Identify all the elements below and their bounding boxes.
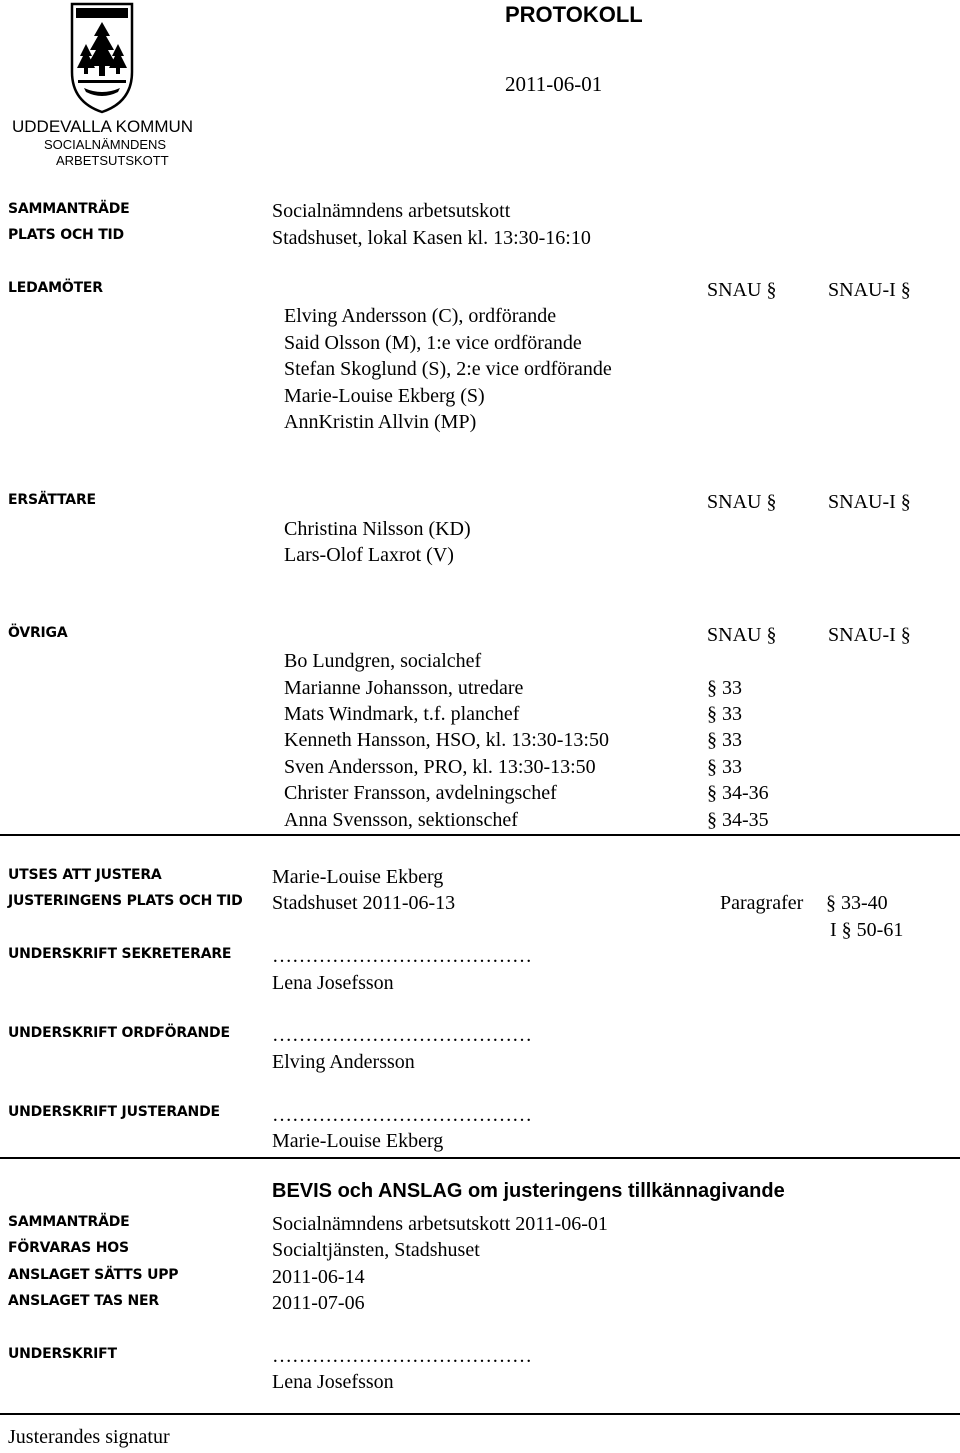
- label-anslaget-tas-ner: ANSLAGET TAS NER: [8, 1293, 159, 1309]
- value-anslaget-satts-upp: 2011-06-14: [272, 1266, 365, 1288]
- label-underskrift-ordforande: UNDERSKRIFT ORDFÖRANDE: [8, 1025, 230, 1041]
- name-sekreterare: Lena Josefsson: [272, 972, 394, 994]
- ovriga-paragraph: § 33: [707, 677, 742, 699]
- bevis-heading: BEVIS och ANSLAG om justeringens tillkännagivande: [272, 1180, 785, 1202]
- value-plats-och-tid: Stadshuset, lokal Kasen kl. 13:30-16:10: [272, 227, 591, 249]
- ovriga-name: Marianne Johansson, utredare: [284, 677, 524, 699]
- section-divider: [0, 1413, 960, 1415]
- label-sammantrade: SAMMANTRÄDE: [8, 1214, 130, 1230]
- label-plats-och-tid: PLATS OCH TID: [8, 227, 124, 243]
- value-utses-att-justera: Marie-Louise Ekberg: [272, 866, 444, 888]
- column-snau-i: SNAU-I §: [828, 624, 911, 646]
- name-underskrift: Lena Josefsson: [272, 1371, 394, 1393]
- department-line-2: ARBETSUTSKOTT: [56, 153, 169, 168]
- value-justeringens-plats: Stadshuset 2011-06-13: [272, 892, 456, 914]
- ovriga-paragraph: § 33: [707, 756, 742, 778]
- name-justerande: Marie-Louise Ekberg: [272, 1130, 444, 1152]
- ersattare-1: Christina Nilsson (KD): [284, 518, 471, 540]
- paragrafer-label: Paragrafer: [720, 892, 804, 914]
- value-sammantrade: Socialnämndens arbetsutskott 2011-06-01: [272, 1213, 608, 1235]
- signature-line: …………………………………: [272, 1104, 532, 1126]
- section-divider: [0, 1157, 960, 1159]
- ovriga-paragraph: § 33: [707, 703, 742, 725]
- ovriga-name: Bo Lundgren, socialchef: [284, 650, 482, 672]
- section-divider: [0, 834, 960, 836]
- column-snau: SNAU §: [707, 624, 777, 646]
- column-snau: SNAU §: [707, 279, 777, 301]
- label-underskrift: UNDERSKRIFT: [8, 1346, 117, 1362]
- ledamot-1: Elving Andersson (C), ordförande: [284, 305, 557, 327]
- value-sammantrade: Socialnämndens arbetsutskott: [272, 200, 511, 222]
- municipality-name: UDDEVALLA KOMMUN: [12, 117, 194, 136]
- label-underskrift-justerande: UNDERSKRIFT JUSTERANDE: [8, 1104, 220, 1120]
- ovriga-name: Anna Svensson, sektionschef: [284, 809, 518, 831]
- ledamot-3: Stefan Skoglund (S), 2:e vice ordförande: [284, 358, 612, 380]
- ledamot-5: AnnKristin Allvin (MP): [284, 411, 477, 433]
- paragrafer-snau: § 33-40: [826, 892, 888, 914]
- column-snau: SNAU §: [707, 491, 777, 513]
- ovriga-paragraph: § 34-36: [707, 782, 769, 804]
- ledamot-2: Said Olsson (M), 1:e vice ordförande: [284, 332, 582, 354]
- label-utses-att-justera: UTSES ATT JUSTERA: [8, 867, 162, 883]
- ovriga-paragraph: § 34-35: [707, 809, 769, 831]
- label-forvaras-hos: FÖRVARAS HOS: [8, 1240, 129, 1256]
- column-snau-i: SNAU-I §: [828, 279, 911, 301]
- signature-line: …………………………………: [272, 1024, 532, 1046]
- value-forvaras-hos: Socialtjänsten, Stadshuset: [272, 1239, 480, 1261]
- department-line-1: SOCIALNÄMNDENS: [44, 137, 167, 152]
- paragrafer-snau-i: I § 50-61: [830, 919, 904, 941]
- ovriga-name: Christer Fransson, avdelningschef: [284, 782, 557, 804]
- label-ovriga: ÖVRIGA: [8, 625, 68, 641]
- municipality-crest-logo: [70, 2, 134, 114]
- ovriga-paragraph: § 33: [707, 729, 742, 751]
- document-title: PROTOKOLL: [505, 2, 643, 27]
- footer-justerandes-signatur: Justerandes signatur: [8, 1426, 170, 1448]
- document-date: 2011-06-01: [505, 72, 603, 96]
- value-anslaget-tas-ner: 2011-07-06: [272, 1292, 365, 1314]
- label-ledamoter: LEDAMÖTER: [8, 280, 103, 296]
- name-ordforande: Elving Andersson: [272, 1051, 415, 1073]
- ledamot-4: Marie-Louise Ekberg (S): [284, 385, 485, 407]
- signature-line: …………………………………: [272, 1345, 532, 1367]
- ovriga-name: Kenneth Hansson, HSO, kl. 13:30-13:50: [284, 729, 609, 751]
- label-justeringens-plats: JUSTERINGENS PLATS OCH TID: [8, 893, 243, 909]
- label-ersattare: ERSÄTTARE: [8, 492, 96, 508]
- column-snau-i: SNAU-I §: [828, 491, 911, 513]
- signature-line: …………………………………: [272, 945, 532, 967]
- label-anslaget-satts-upp: ANSLAGET SÄTTS UPP: [8, 1267, 179, 1283]
- ovriga-name: Sven Andersson, PRO, kl. 13:30-13:50: [284, 756, 596, 778]
- ersattare-2: Lars-Olof Laxrot (V): [284, 544, 454, 566]
- label-underskrift-sekreterare: UNDERSKRIFT SEKRETERARE: [8, 946, 232, 962]
- ovriga-name: Mats Windmark, t.f. planchef: [284, 703, 520, 725]
- label-sammantrade: SAMMANTRÄDE: [8, 201, 130, 217]
